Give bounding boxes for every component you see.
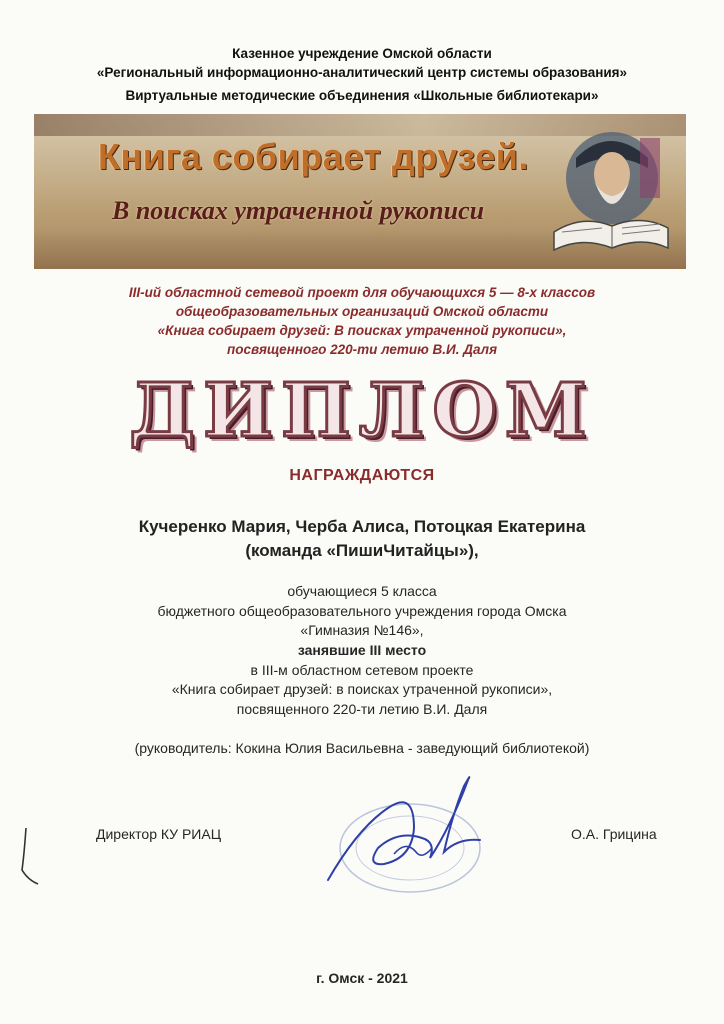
recipient-names: Кучеренко Мария, Черба Алиса, Потоцкая Екатерина <box>138 517 586 536</box>
body-line-school-type: бюджетного общеобразовательного учреждения города Омска <box>157 603 567 619</box>
margin-pen-mark-icon <box>14 826 40 896</box>
body-line-dedication: посвященного 220-ти летию В.И. Даля <box>236 701 488 717</box>
banner-subtitle: В поисках утраченной рукописи <box>112 196 485 225</box>
body-line-grade: обучающиеся 5 класса <box>287 583 437 599</box>
org-center-name: «Региональный информационно-аналитический центр системы образования» <box>96 65 628 80</box>
project-line-3: «Книга собирает друзей: В поисках утраченной рукописи», <box>157 323 567 338</box>
signatory-name: О.А. Грицина <box>571 826 657 842</box>
signatory-position: Директор КУ РИАЦ <box>96 826 222 842</box>
project-line-4: посвященного 220-ти летию В.И. Даля <box>226 342 498 357</box>
leader-line: (руководитель: Кокина Юлия Васильевна - заведующий библиотекой) <box>134 740 590 756</box>
place-text: занявшие III место <box>297 642 427 658</box>
project-line-2: общеобразовательных организаций Омской области <box>175 304 549 319</box>
city-year: г. Омск - 2021 <box>316 970 408 986</box>
org-association: Виртуальные методические объединения «Школьные библиотекари» <box>125 88 599 103</box>
banner-title: Книга собирает друзей. <box>98 136 529 177</box>
body-line-project-name: «Книга собирает друзей: в поисках утраченной рукописи», <box>171 681 553 697</box>
project-line-1: III-ий областной сетевой проект для обучающихся 5 — 8-х классов <box>128 285 596 300</box>
signature-stamp-icon <box>318 768 518 898</box>
org-name: Казенное учреждение Омской области <box>232 46 492 61</box>
body-line-project: в III-м областном сетевом проекте <box>250 662 474 678</box>
dahl-portrait-book-icon <box>552 128 670 256</box>
project-banner <box>34 114 686 269</box>
diploma-title: ДИПЛОМ <box>129 368 595 454</box>
body-line-school-name: «Гимназия №146», <box>300 622 424 638</box>
team-name: (команда «ПишиЧитайцы»), <box>245 541 479 560</box>
awarded-label: НАГРАЖДАЮТСЯ <box>289 467 435 484</box>
